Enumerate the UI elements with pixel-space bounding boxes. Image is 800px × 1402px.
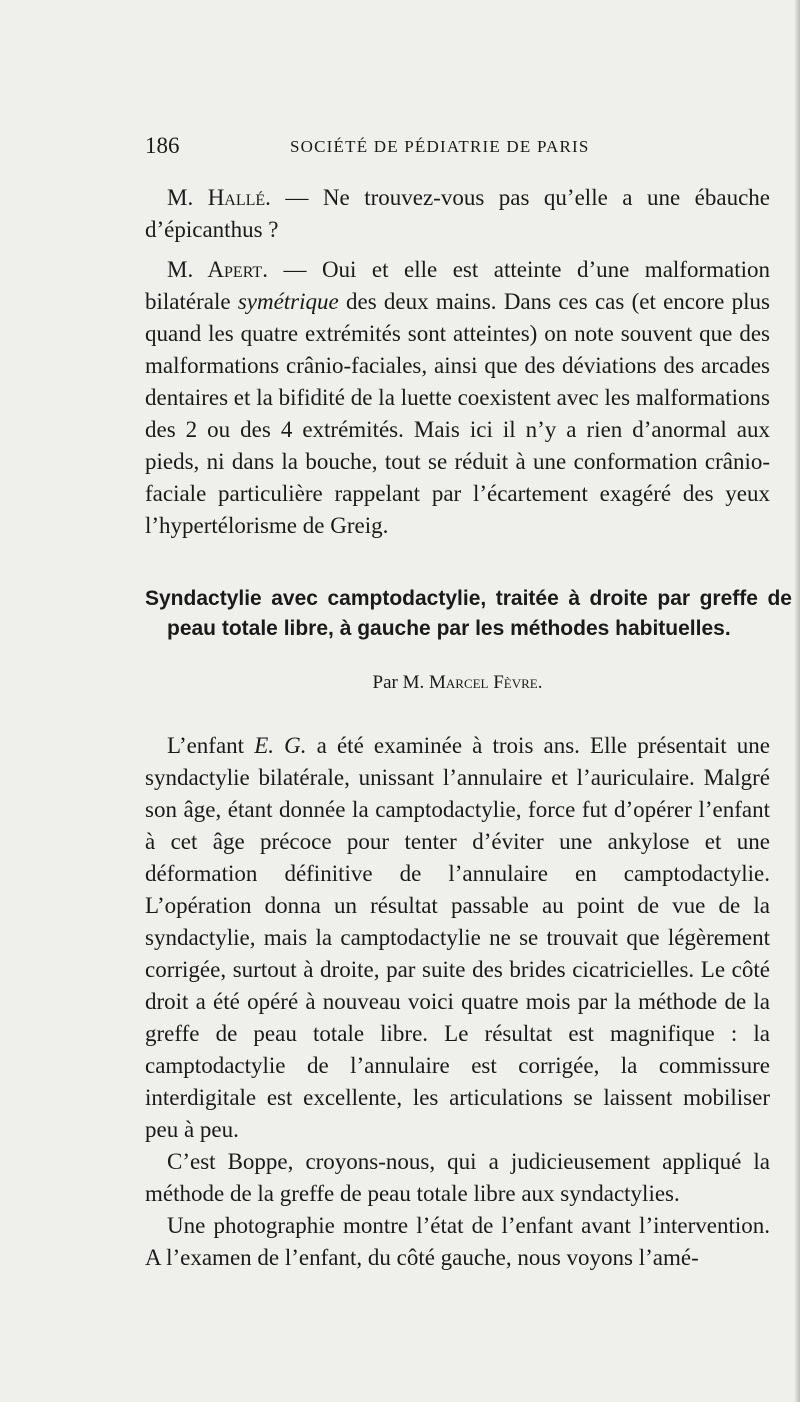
article-body <box>145 730 770 1274</box>
p1-initials: E. G. <box>254 733 307 758</box>
halle-text: — Ne trouvez-vous pas qu’elle a une ébauche d’épicanthus ? <box>145 185 771 242</box>
apert-remark <box>145 254 770 542</box>
p1-b: a été examinée à trois ans. Elle présentait une syndactylie bilatérale, unissant l’annulaire et l’auriculaire. Malgré son âge, étant donnée la camptodactylie, force fut d’opérer l’enfant à cet âge précoce pour tenter d’éviter une ankylose et une déformation définitive de l’annulaire en camptodactylie. L’opération donna un résultat passable au point de vue de la syndactylie, mais la camptodactylie ne se trouvait que légèrement corrigée, surtout à droite, par suite des brides cicatricielles. Le côté droit a été opéré à nouveau voici quatre mois par la méthode de la greffe de peau totale libre. Le résultat est magnifique : la camptodactylie de l’annulaire est corrigée, la commissure interdigitale est excellente, les articulations se laissent mobiliser peu à peu. <box>145 733 770 1142</box>
apert-text-a: — Oui et elle est atteinte d’une malformation bilatérale <box>145 257 770 314</box>
article-byline <box>145 672 770 694</box>
running-head: SOCIÉTÉ DE PÉDIATRIE DE PARIS <box>290 137 590 156</box>
page-header <box>145 133 770 163</box>
article-title: Syndactylie avec camptodactylie, traitée à droite par greffe de peau totale libre, à gauche par les méthodes habituelles. <box>145 587 792 640</box>
paragraph-3: Une photographie montre l’état de l’enfant avant l’intervention. A l’examen de l’enfant, du côté gauche, nous voyons l’amé- <box>145 1213 770 1270</box>
apert-text-b: des deux mains. Dans ces cas (et encore plus quand les quatre extrémités sont atteintes) on note souvent que des malformations crânio-faciales, ainsi que des déviations des arcades dentaires et la bifidité de la luette coexistent avec les malformations des 2 ou des 4 extrémités. Mais ici il n’y a rien d’anormal aux pieds, ni dans la bouche, tout se réduit à une conformation crânio-faciale particulière rappelant par l’écartement exagéré des yeux l’hypertélorisme de Greig. <box>145 289 770 538</box>
paragraph-2: C’est Boppe, croyons-nous, qui a judicieusement appliqué la méthode de la greffe de peau totale libre aux syndactylies. <box>145 1149 770 1206</box>
speaker-halle: M. Hallé. <box>167 185 271 210</box>
apert-italic: symétrique <box>237 289 339 314</box>
byline-prefix: Par M. <box>372 672 429 693</box>
halle-remark <box>145 182 770 246</box>
page-number: 186 <box>145 133 180 158</box>
p1-a: L’enfant <box>167 733 255 758</box>
byline-author: Marcel Fèvre. <box>428 672 543 693</box>
page-edge-shadow <box>794 0 800 1402</box>
speaker-apert: M. Apert. <box>167 257 268 282</box>
paragraph-1 <box>145 730 770 1146</box>
